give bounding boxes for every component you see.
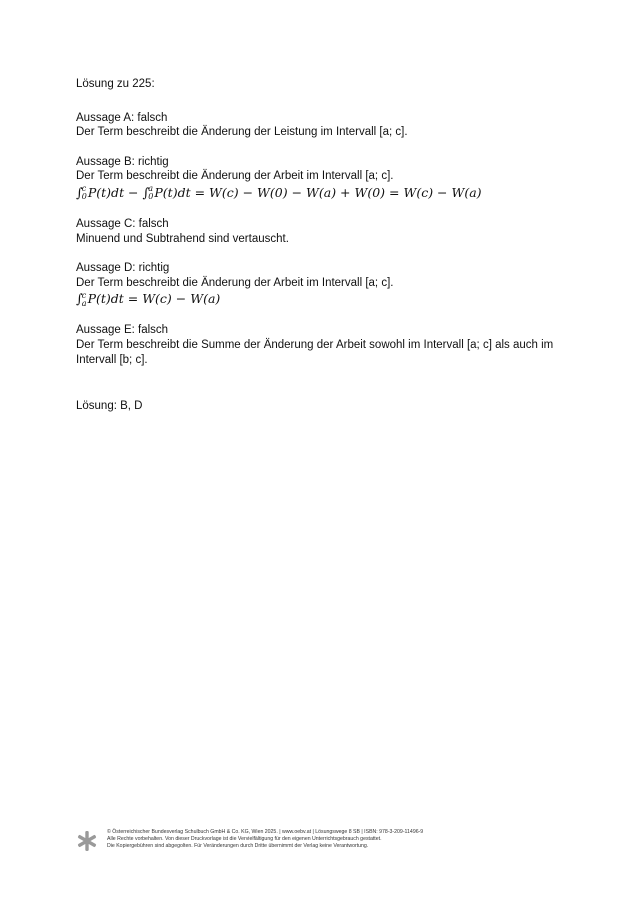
- page-footer: [76, 827, 556, 857]
- final-solution: Lösung: B, D: [76, 400, 143, 413]
- integral-body: P(t)dt −: [87, 184, 143, 200]
- integral-sign: ∫: [76, 185, 83, 201]
- statement-a-explanation: Der Term beschreibt die Änderung der Leistung im Intervall [a; c].: [76, 126, 408, 139]
- oebv-star-logo-icon: [76, 830, 98, 852]
- statement-d-formula: [76, 291, 576, 308]
- integral-limits: [82, 292, 87, 308]
- statement-b-explanation: Der Term beschreibt die Änderung der Arbeit im Intervall [a; c].: [76, 170, 394, 183]
- statement-a-title: Aussage A: falsch: [76, 111, 168, 124]
- statement-d-title: Aussage D: richtig: [76, 262, 170, 275]
- copyright-notice: [107, 829, 423, 851]
- integral-upper-limit: a: [148, 184, 154, 194]
- integral-body: P(t)dt = W(c) − W(a): [87, 291, 221, 307]
- integral-sign: ∫: [142, 185, 150, 201]
- integral-upper-limit: c: [81, 184, 87, 194]
- statement-c: [76, 217, 576, 246]
- integral-lower-limit: 0: [148, 192, 154, 202]
- statement-a: [76, 111, 576, 140]
- integral-limits: [82, 185, 87, 201]
- integral-sign: ∫: [76, 292, 83, 308]
- statement-d: [76, 261, 576, 308]
- liability-line: Die Kopiergebühren sind abgegolten. Für Veränderungen durch Dritte übernimmt der Verlag keine Verantwortung.: [107, 843, 369, 850]
- statement-d-explanation: Der Term beschreibt die Änderung der Arbeit im Intervall [a; c].: [76, 276, 394, 289]
- integral-body: P(t)dt = W(c) − W(0) − W(a) + W(0) = W(c) − W(a): [154, 184, 482, 200]
- solution-document: [76, 77, 576, 414]
- rights-line: Alle Rechte vorbehalten. Von dieser Druckvorlage ist die Vervielfältigung für den eigenen Unterrichtsgebrauch gestattet.: [107, 836, 382, 843]
- statement-e-explanation: Der Term beschreibt die Summe der Änderung der Arbeit sowohl im Intervall [a; c] als auch im Intervall [b; c].: [76, 338, 554, 366]
- integral-upper-limit: c: [81, 290, 87, 300]
- statement-b-title: Aussage B: richtig: [76, 155, 169, 168]
- statement-e: [76, 323, 576, 367]
- statement-b-formula: [76, 185, 576, 202]
- integral-lower-limit: 0: [81, 192, 87, 202]
- solution-heading: Lösung zu 225:: [76, 78, 155, 90]
- statement-c-explanation: Minuend und Subtrahend sind vertauscht.: [76, 232, 289, 245]
- statement-b: [76, 155, 576, 202]
- copyright-line: © Österreichischer Bundesverlag Schulbuch GmbH & Co. KG, Wien 2025. | www.oebv.at | Lösungswege 8 SB | ISBN: 978-3-209-11496-9: [107, 829, 424, 835]
- statement-c-title: Aussage C: falsch: [76, 217, 169, 230]
- integral-lower-limit: a: [81, 298, 87, 308]
- integral-limits: [148, 185, 153, 201]
- statement-e-title: Aussage E: falsch: [76, 324, 169, 337]
